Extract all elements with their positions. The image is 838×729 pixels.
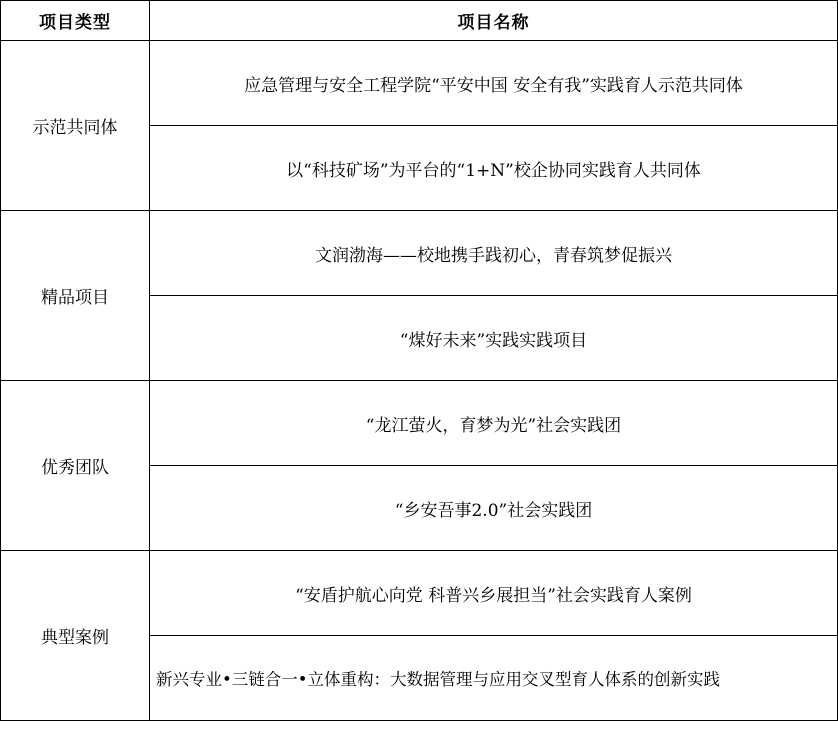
table-row: [1, 211, 838, 296]
category-cell: 示范共同体: [1, 41, 150, 211]
category-cell: 典型案例: [1, 551, 150, 721]
category-cell: 精品项目: [1, 211, 150, 381]
header-project-type: 项目类型: [1, 1, 150, 41]
project-name-cell: “乡安吾事2.0”社会实践团: [150, 466, 838, 551]
table-row: [1, 41, 838, 126]
project-name-cell: 以“科技矿场”为平台的“1+N”校企协同实践育人共同体: [150, 126, 838, 211]
project-name-cell: 应急管理与安全工程学院“平安中国 安全有我”实践育人示范共同体: [150, 41, 838, 126]
header-project-name: 项目名称: [150, 1, 838, 41]
project-name-cell: 新兴专业•三链合一•立体重构：大数据管理与应用交叉型育人体系的创新实践: [150, 636, 838, 721]
category-cell: 优秀团队: [1, 381, 150, 551]
project-name-cell: 文润渤海——校地携手践初心，青春筑梦促振兴: [150, 211, 838, 296]
project-name-cell: “龙江萤火，育梦为光”社会实践团: [150, 381, 838, 466]
table-header-row: [1, 1, 838, 41]
project-name-cell: “安盾护航心向党 科普兴乡展担当”社会实践育人案例: [150, 551, 838, 636]
project-name-cell: “煤好未来”实践实践项目: [150, 296, 838, 381]
table-row: [1, 381, 838, 466]
table-row: [1, 551, 838, 636]
